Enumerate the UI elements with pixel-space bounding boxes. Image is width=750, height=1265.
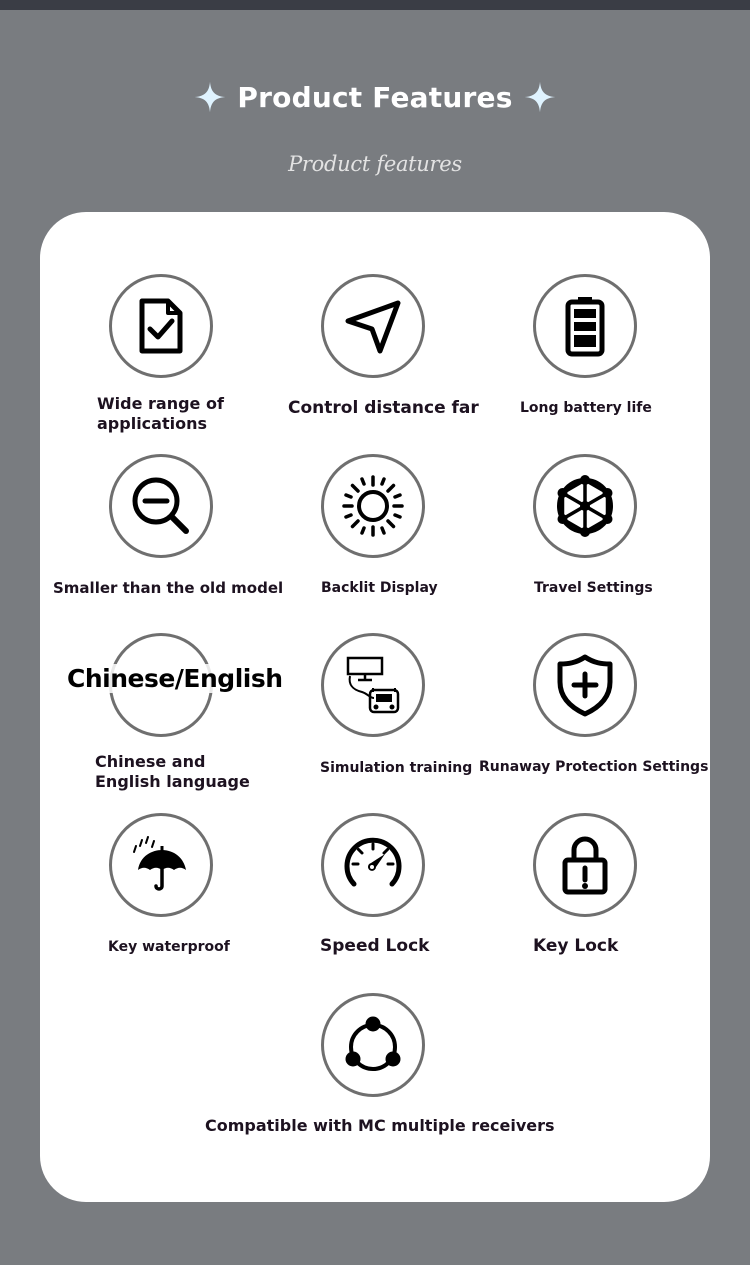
sparkle-icon (193, 80, 227, 114)
document-check-icon (128, 293, 194, 359)
top-bar (0, 0, 750, 10)
language-text-icon: Chinese/English (67, 664, 283, 693)
feature-circle (321, 633, 425, 737)
page-title: Product Features (237, 80, 513, 114)
shield-plus-icon (552, 652, 618, 718)
feature-circle (109, 454, 213, 558)
feature-circle (321, 813, 425, 917)
speedometer-icon (340, 832, 406, 898)
feature-circle (321, 993, 425, 1097)
feature-label: Compatible with MC multiple receivers (205, 1116, 555, 1135)
header (0, 80, 750, 114)
feature-circle (533, 274, 637, 378)
feature-label: Key Lock (533, 936, 619, 956)
feature-label: Speed Lock (320, 936, 430, 956)
connected-nodes-icon (340, 1012, 406, 1078)
navigation-arrow-icon (340, 293, 406, 359)
sparkle-icon (523, 80, 557, 114)
feature-circle (321, 454, 425, 558)
feature-label: Wide range of applications (97, 394, 224, 433)
feature-label: Long battery life (520, 400, 652, 416)
features-card (40, 212, 710, 1202)
feature-label: Backlit Display (321, 580, 438, 596)
simulator-icon (340, 652, 406, 718)
feature-label: Chinese and English language (95, 752, 250, 791)
battery-icon (552, 293, 618, 359)
feature-label: Runaway Protection Settings (479, 759, 709, 775)
feature-circle (533, 454, 637, 558)
feature-label: Travel Settings (534, 580, 653, 596)
umbrella-rain-icon (128, 832, 194, 898)
feature-circle (533, 633, 637, 737)
feature-circle (533, 813, 637, 917)
feature-label: Smaller than the old model (53, 579, 284, 597)
feature-label: Control distance far (288, 398, 479, 418)
feature-label: Simulation training (320, 760, 473, 776)
network-wheel-icon (552, 473, 618, 539)
feature-circle (109, 813, 213, 917)
page-subtitle: Product features (288, 152, 462, 176)
sun-icon (340, 473, 406, 539)
feature-label: Key waterproof (108, 939, 230, 955)
zoom-out-icon (128, 473, 194, 539)
feature-circle (321, 274, 425, 378)
feature-circle (109, 274, 213, 378)
padlock-alert-icon (552, 832, 618, 898)
